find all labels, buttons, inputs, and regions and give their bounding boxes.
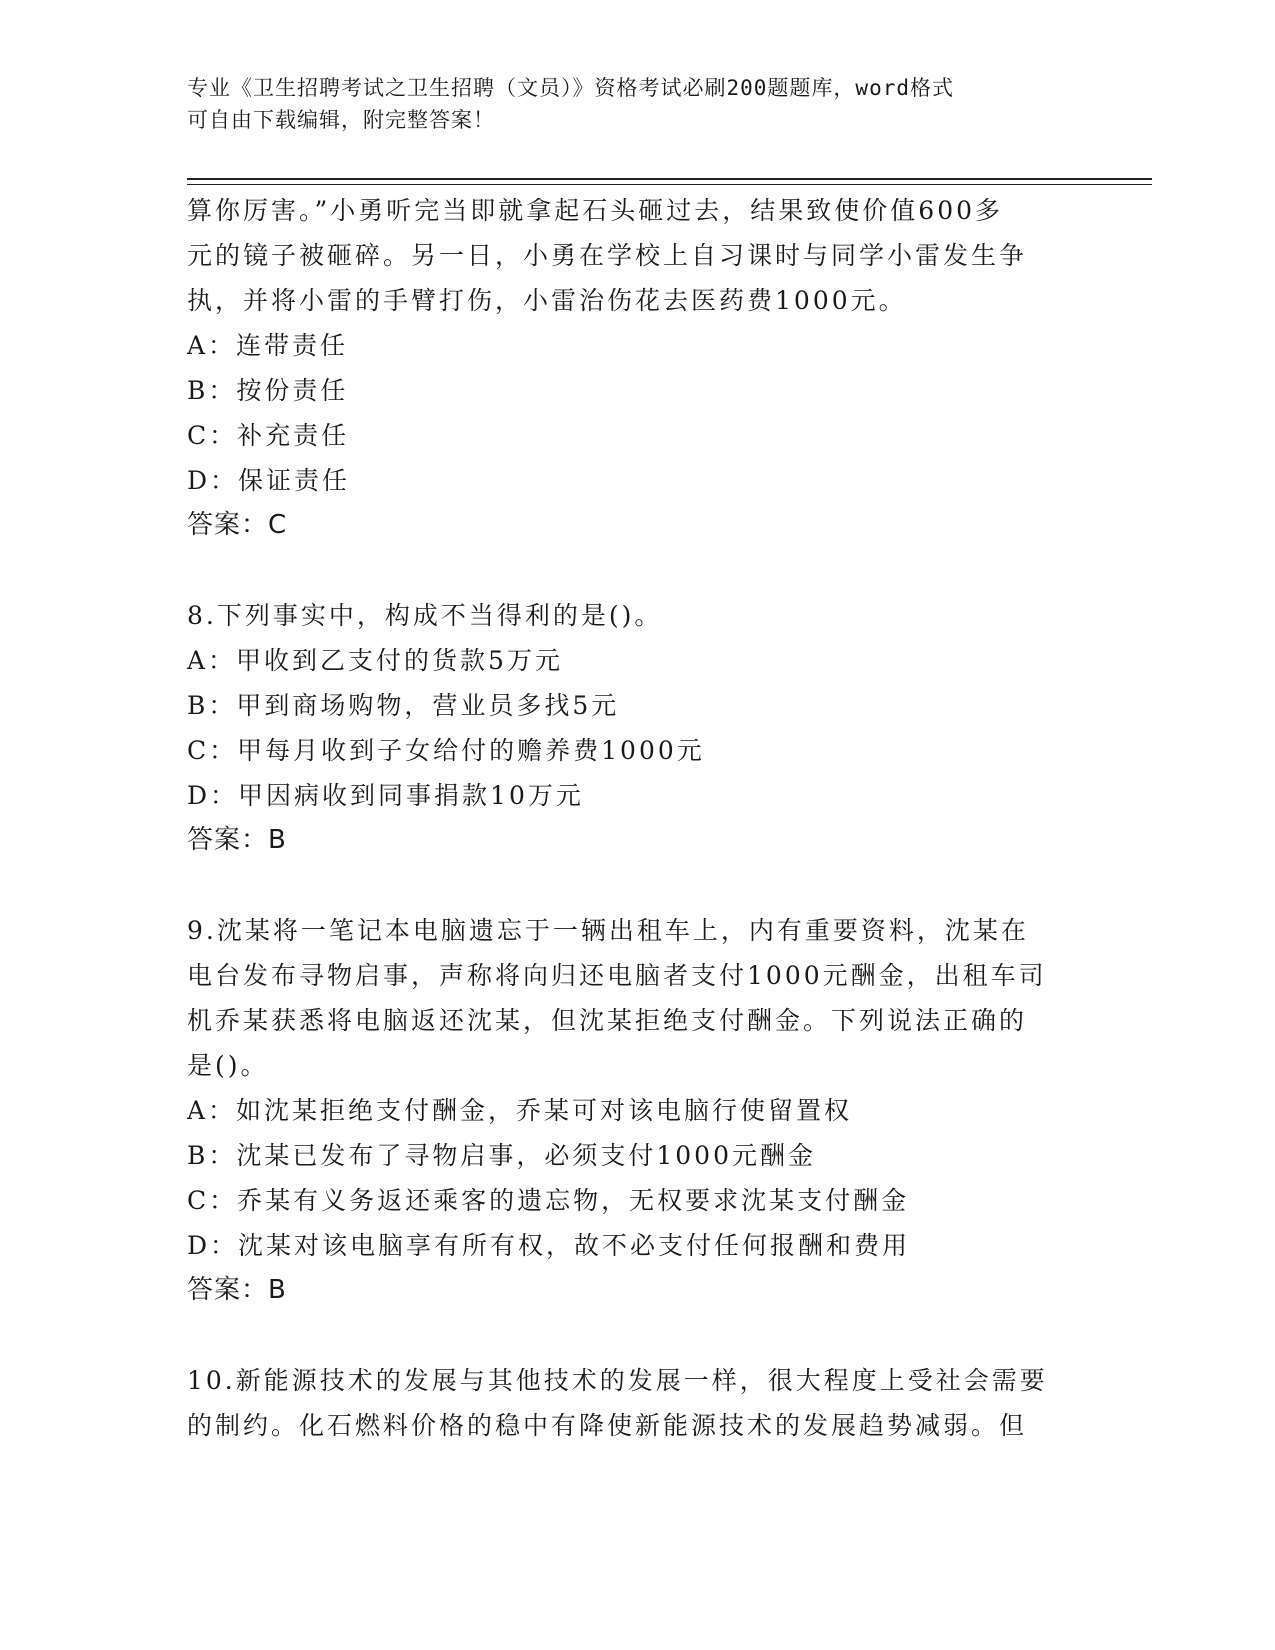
question-text-line: 执，并将小雷的手臂打伤，小雷治伤花去医药费1000元。 bbox=[187, 286, 907, 315]
header-line-2: 可自由下载编辑，附完整答案！ bbox=[187, 108, 495, 132]
header-rule-thin bbox=[187, 184, 1152, 185]
question-text-line: 10.新能源技术的发展与其他技术的发展一样，很大程度上受社会需要 bbox=[187, 1366, 1048, 1395]
option-c: C：甲每月收到子女给付的赡养费1000元 bbox=[187, 736, 705, 765]
spacer bbox=[187, 1313, 1077, 1358]
header-line-1: 专业《卫生招聘考试之卫生招聘（文员）》资格考试必刷200题题库，word格式 bbox=[187, 76, 954, 100]
answer-label: 答案：C bbox=[187, 510, 288, 540]
question-9 bbox=[187, 908, 1077, 1313]
document-body bbox=[187, 188, 1077, 1448]
option-b: B：沈某已发布了寻物启事，必须支付1000元酬金 bbox=[187, 1141, 816, 1170]
question-text-line: 的制约。化石燃料价格的稳中有降使新能源技术的发展趋势减弱。但 bbox=[187, 1411, 1028, 1440]
header-rule-thick bbox=[187, 178, 1152, 180]
answer-label: 答案：B bbox=[187, 825, 287, 855]
question-text-line: 9.沈某将一笔记本电脑遗忘于一辆出租车上，内有重要资料，沈某在 bbox=[187, 916, 1029, 945]
question-text-line: 机乔某获悉将电脑返还沈某，但沈某拒绝支付酬金。下列说法正确的 bbox=[187, 1006, 1028, 1035]
option-d: D：甲因病收到同事捐款10万元 bbox=[187, 781, 584, 810]
question-text-line: 元的镜子被砸碎。另一日，小勇在学校上自习课时与同学小雷发生争 bbox=[187, 241, 1028, 270]
question-text-line: 算你厉害。”小勇听完当即就拿起石头砸过去，结果致使价值600多 bbox=[187, 196, 1004, 225]
question-text-line: 是()。 bbox=[187, 1051, 269, 1080]
option-b: B：甲到商场购物，营业员多找5元 bbox=[187, 691, 620, 720]
document-header bbox=[187, 72, 1087, 136]
option-b: B：按份责任 bbox=[187, 376, 349, 405]
option-d: D：沈某对该电脑享有所有权，故不必支付任何报酬和费用 bbox=[187, 1231, 911, 1260]
option-a: A：如沈某拒绝支付酬金，乔某可对该电脑行使留置权 bbox=[187, 1096, 853, 1125]
spacer bbox=[187, 548, 1077, 593]
option-a: A：连带责任 bbox=[187, 331, 349, 360]
option-a: A：甲收到乙支付的货款5万元 bbox=[187, 646, 563, 675]
option-c: C：补充责任 bbox=[187, 421, 350, 450]
option-c: C：乔某有义务返还乘客的遗忘物，无权要求沈某支付酬金 bbox=[187, 1186, 910, 1215]
answer-label: 答案：B bbox=[187, 1275, 287, 1305]
option-d: D：保证责任 bbox=[187, 466, 351, 495]
spacer bbox=[187, 863, 1077, 908]
question-8 bbox=[187, 593, 1077, 863]
question-text-line: 电台发布寻物启事，声称将向归还电脑者支付1000元酬金，出租车司 bbox=[187, 961, 1047, 990]
question-text-line: 8.下列事实中，构成不当得利的是()。 bbox=[187, 601, 663, 630]
question-10 bbox=[187, 1358, 1077, 1448]
question-7 bbox=[187, 188, 1077, 548]
